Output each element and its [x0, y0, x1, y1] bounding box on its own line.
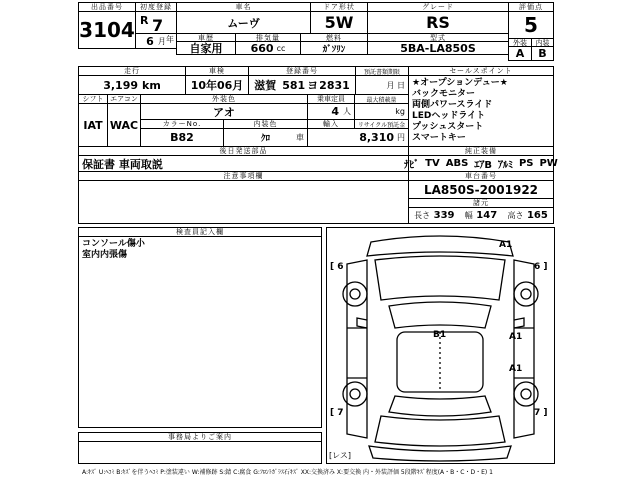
max-load-label: 最大積載量 [354, 94, 409, 104]
sales-point-item: バックモニター [412, 89, 476, 99]
plate: 滋賀 581 ヨ 2831 [248, 75, 356, 95]
plate-label: 登録番号 [248, 66, 356, 76]
inspector-notes [78, 236, 322, 428]
model-label: 型式 [367, 33, 509, 42]
equipment [404, 155, 558, 172]
equipment-item: ﾅﾋﾞ [404, 160, 420, 171]
recycle-date: 月 日 [355, 75, 409, 95]
grade-label: グレード [367, 2, 509, 12]
mileage-label: 走行 [78, 66, 186, 76]
interior-color: ｸﾛ 車 [223, 128, 308, 147]
exterior-grade-label: 外装 [508, 38, 532, 47]
side-mark-1: A1 [509, 332, 523, 342]
shift: IAT [78, 103, 108, 147]
sales-points-list [409, 76, 553, 146]
ac-label: エアコン [107, 94, 141, 104]
usage-label: 車歴 [176, 33, 236, 42]
sales-points-box [408, 75, 554, 147]
max-load: kg [354, 103, 409, 120]
fuel-label: 燃料 [300, 33, 368, 42]
car-outline-svg [327, 228, 554, 463]
inspector-line: 室内内張傷 [82, 250, 128, 260]
bracket-right-top: 6 ] [534, 262, 548, 272]
reg-month-cell [135, 33, 177, 49]
bracket-left-bottom: [ 7 [330, 408, 344, 418]
import-label: 輸入 [307, 119, 355, 129]
inspector-line: コンソール傷小 [82, 239, 145, 249]
bracket-left-top: [ 6 [330, 262, 344, 272]
equipment-item: ABS [445, 158, 469, 169]
equipment-item: ｱﾙﾐ [497, 160, 513, 171]
displacement: 660 cc [235, 41, 301, 55]
sales-point-item: 両側パワースライド [412, 100, 493, 110]
era: R [140, 14, 149, 27]
fuel: ｶﾞｿﾘﾝ [300, 41, 368, 55]
vehicle-diagram [326, 227, 555, 464]
color-no: B82 [140, 128, 224, 147]
reg-year: 7 [152, 16, 164, 35]
exterior-color-label: 外装色 [140, 94, 308, 104]
score-label: 評価点 [508, 2, 554, 12]
equipment-item: PS [518, 158, 534, 169]
sales-point-item: ★オープションデュー★ [412, 78, 508, 88]
documents: 保証書 車両取説 [78, 155, 409, 172]
sales-point-label: セールスポイント [408, 66, 554, 76]
side-mark-2: A1 [509, 364, 523, 374]
inspector-label: 検査員記入欄 [78, 227, 322, 237]
office-area [78, 441, 322, 464]
front-mark: A1 [499, 240, 513, 250]
inspection-label: 車検 [185, 66, 249, 76]
sales-point-item: LEDヘッドライト [412, 111, 486, 121]
chassis-label: 車台番号 [408, 171, 554, 181]
equipment-label: 純正装備 [408, 146, 554, 156]
grade: RS [367, 11, 509, 34]
equipment-item: ｴｱB [474, 160, 492, 171]
interior-grade-label: 内装 [531, 38, 554, 47]
first-reg-label: 初度登録 [135, 2, 177, 12]
recycle-fee: 8,310 円 [307, 128, 409, 147]
notes-label: 注意事項欄 [78, 171, 409, 181]
door-label: ドア形状 [310, 2, 368, 12]
equipment-item: TV [425, 158, 440, 169]
exterior-grade: A [508, 46, 532, 61]
model: 5BA-LA850S [367, 41, 509, 55]
exterior-color: アオ [140, 103, 308, 120]
lot-no: 3104 [78, 11, 136, 49]
recycle-date-label: 預託書類期限 [355, 66, 409, 76]
interior-color-label: 内装色 [223, 119, 308, 129]
documents-label: 後日発送部品 [78, 146, 409, 156]
roof-mark: B1 [433, 330, 447, 340]
rear-label: [レス] [329, 451, 352, 460]
score: 5 [508, 11, 554, 39]
inspection: 10年06月 [185, 75, 249, 95]
displacement-label: 排気量 [235, 33, 301, 42]
legend: A:ｷｽﾞ U:ﾍｺﾐ B:ｷｽﾞを伴うﾍｺﾐ P:塗装違い W:補修跡 S:錆 C:腐食 G:ﾌﾛﾝﾄｶﾞﾗｽ石ｷｽﾞ XX:交換済み X:要交換 内・外装評価 5段階ｷｽﾞ程度(A・B・C・D・E) 1 [82, 469, 493, 476]
recycle-fee-label: リサイクル預託金 [354, 119, 409, 129]
equipment-item: PW [539, 158, 558, 169]
notes-area [78, 180, 409, 224]
office-label: 事務局よりご案内 [78, 432, 322, 442]
reg-month-value: 6 [146, 34, 154, 48]
bracket-right-bottom: 7 ] [534, 408, 548, 418]
lot-no-label: 出品番号 [78, 2, 136, 12]
car-name: ムーヴ [176, 11, 311, 34]
usage: 自家用 [176, 41, 236, 55]
month-unit: 月 [157, 36, 166, 46]
car-name-label: 車名 [176, 2, 311, 12]
year-unit: 年 [166, 35, 174, 44]
interior-grade: B [531, 46, 554, 61]
color-no-label: カラーNo. [140, 119, 224, 129]
mileage: 3,199 km [78, 75, 186, 95]
size-label: 諸元 [408, 198, 554, 208]
dimensions: 長さ 339 幅 147 高さ 165 [408, 207, 554, 224]
capacity: 4 人 [307, 103, 355, 120]
shift-label: シフト [78, 94, 108, 104]
capacity-label: 乗車定員 [307, 94, 355, 104]
sales-point-item: プッシュスタート [412, 122, 484, 132]
ac: WAC [107, 103, 141, 147]
sales-point-item: スマートキー [412, 133, 466, 143]
chassis-number: LA850S-2001922 [408, 180, 554, 199]
door: 5W [310, 11, 368, 34]
